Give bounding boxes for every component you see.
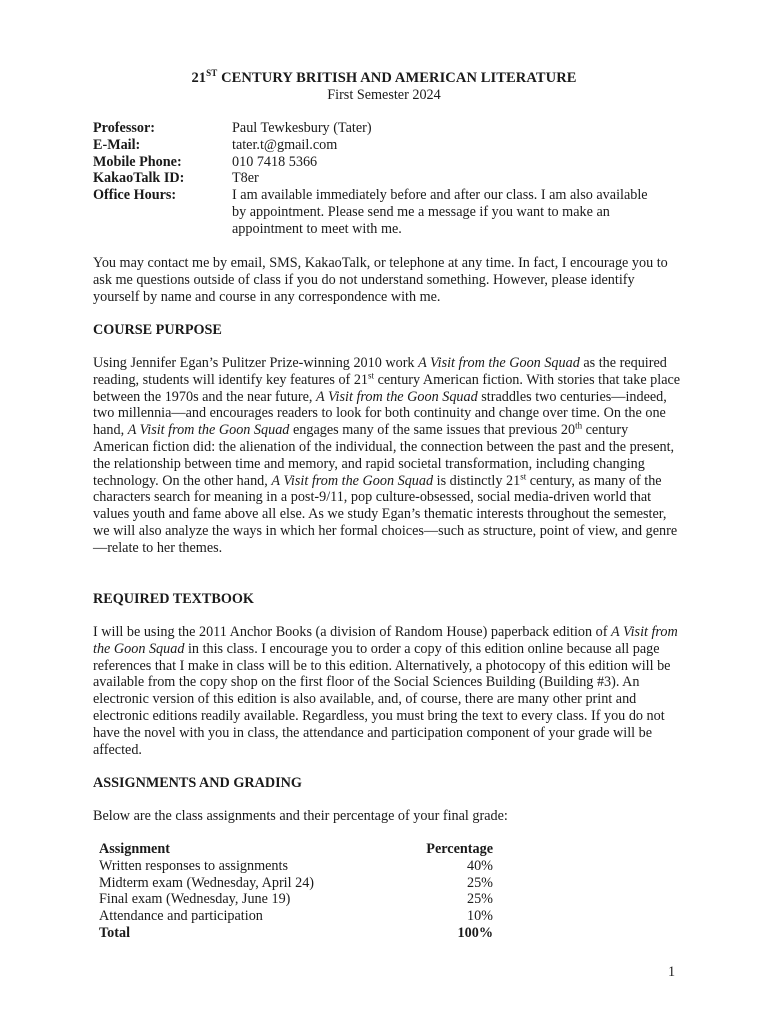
book-title: A Visit from the Goon Squad [418, 355, 580, 371]
column-header-percentage: Percentage [426, 841, 493, 857]
info-value: tater.t@gmail.com [232, 136, 338, 153]
info-row-email [93, 137, 653, 154]
total-label: Total [99, 924, 131, 941]
book-title: A Visit from the Goon Squad [271, 472, 434, 489]
course-purpose-heading: COURSE PURPOSE [93, 322, 222, 338]
page-number: 1 [668, 964, 676, 980]
info-row-professor [93, 120, 653, 137]
percentage-cell: 40% [466, 857, 493, 874]
course-title [0, 70, 768, 87]
grading-heading: ASSIGNMENTS AND GRADING [93, 775, 302, 791]
contact-info-block [93, 120, 653, 238]
book-title: A Visit from the Goon Squad [93, 624, 678, 657]
assignment-cell: Final exam (Wednesday, June 19) [99, 891, 291, 908]
book-title: A Visit from the Goon Squad [315, 388, 478, 405]
table-row [95, 908, 497, 925]
textbook-paragraph: I will be using the 2011 Anchor Books (a division of Random House) paperback edition of A Visit from the Goon Squad in this class. I encourage you to order a copy of this edition online because all page references that I make in class will be to this edition. Alternatively, a photocopy of this edition will be available from the copy shop on the first floor of the Social Sciences Building (Building #3). An electronic version of this edition is also available, and, of course, there are many other print and electronic editions readily available. Regardless, you must bring the text to every class. If you do not have the novel with you in class, the attendance and participation component of your grade will be affected. [93, 624, 678, 758]
assignment-cell: Midterm exam (Wednesday, April 24) [99, 874, 315, 891]
title-superscript: ST [206, 68, 218, 79]
contact-paragraph: You may contact me by email, SMS, KakaoTalk, or telephone at any time. In fact, I encourage you to ask me questions outside of class if you do not understand something. However, please identify yourself by name and course in any correspondence with me. [93, 255, 668, 305]
info-label: Mobile Phone: [93, 153, 182, 170]
info-label: KakaoTalk ID: [93, 170, 185, 187]
total-value: 100% [457, 924, 493, 941]
table-row [95, 858, 497, 875]
column-header-assignment: Assignment [99, 841, 170, 857]
info-row-kakaotalk [93, 170, 653, 187]
semester-line: First Semester 2024 [327, 86, 441, 103]
table-row [95, 875, 497, 892]
grading-table [95, 841, 497, 942]
info-label: Professor: [93, 120, 155, 136]
assignment-cell: Written responses to assignments [99, 857, 288, 874]
percentage-cell: 10% [466, 908, 493, 925]
info-row-mobile [93, 154, 653, 171]
percentage-cell: 25% [466, 891, 493, 908]
book-title: A Visit from the Goon Squad [127, 422, 290, 439]
grading-intro: Below are the class assignments and their percentage of your final grade: [93, 808, 508, 824]
course-purpose-paragraph: Using Jennifer Egan’s Pulitzer Prize-winning 2010 work A Visit from the Goon Squad as the required reading, students will identify key features of 21st century American fiction. With stories that take place between the 1970s and the near future, A Visit from the Goon Squad straddles two centuries—indeed, two millennia—and encourages readers to look for both continuity and change over time. On the one hand, A Visit from the Goon Squad engages many of the same issues that previous 20th century American fiction did: the alienation of the individual, the connection between the past and the present, the relationship between time and memory, and rapid societal transformation, including changing technology. On the other hand, A Visit from the Goon Squad is distinctly 21st century, as many of the characters search for meaning in a post-9/11, pop culture-obsessed, social media-driven world that values youth and fame above all else. As we study Egan’s thematic interests throughout the semester, we will also analyze the ways in which her formal choices—such as structure, point of view, and genre—relate to her themes. [93, 355, 681, 556]
table-header-row [95, 841, 497, 858]
table-row [95, 891, 497, 908]
info-label: E-Mail: [93, 136, 141, 153]
info-row-office-hours [93, 187, 653, 237]
title-prefix: 21 [191, 70, 207, 86]
percentage-cell: 25% [466, 874, 493, 891]
assignment-cell: Attendance and participation [99, 908, 263, 925]
info-value: Paul Tewkesbury (Tater) [232, 120, 372, 136]
table-total-row [95, 925, 497, 942]
title-rest: CENTURY BRITISH AND AMERICAN LITERATURE [217, 70, 577, 86]
info-value: I am available immediately before and after our class. I am also available by appointment. Please send me a message if you want to make an appointment to meet with me. [232, 187, 648, 237]
info-label: Office Hours: [93, 187, 177, 204]
textbook-heading: REQUIRED TEXTBOOK [93, 591, 254, 607]
document-title [0, 70, 768, 104]
info-value: 010 7418 5366 [232, 153, 318, 170]
info-value: T8er [232, 170, 259, 187]
